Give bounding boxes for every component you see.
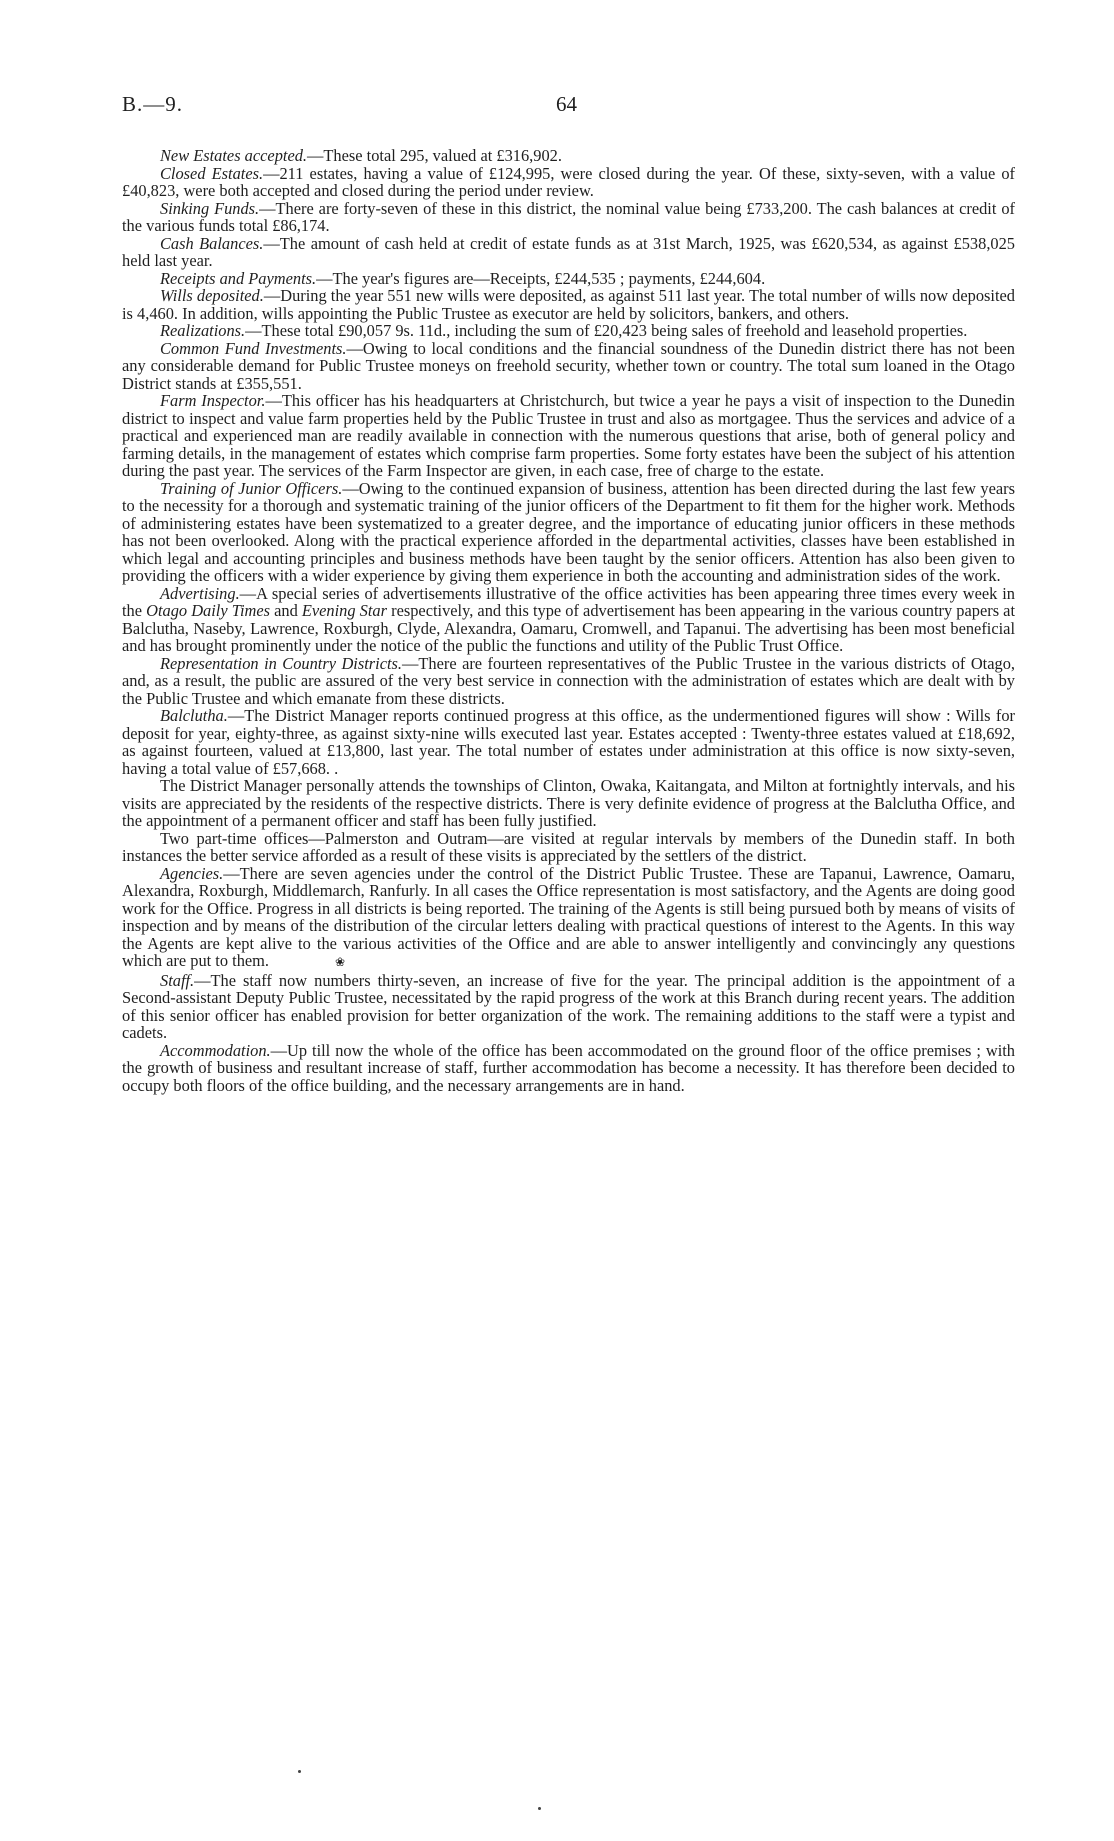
report-body: [122, 147, 1015, 1094]
page-number: 64: [556, 92, 577, 116]
para-accommodation: [122, 1042, 1015, 1095]
para-farm-inspector: [122, 392, 1015, 480]
text-representation: —There are fourteen representatives of the Public Trustee in the various districts of Otago, and, as a result, the public are assured of the very best service in connection with the administration of estates which are dealt with by the Public Trustee and which emanate from these districts.: [122, 653, 1015, 708]
page-header: [122, 92, 1012, 122]
text-balclutha: —The District Manager reports continued progress at this office, as the undermentioned figures will show : Wills for deposit for year, eighty-three, as against sixty-nine wills executed last year. Estates accepted : Twenty-three estates valued at £18,692, as against fourteen, valued at £13,800, last year. The total number of estates under administration at this office is now sixty-seven, having a total value of £57,668. .: [122, 706, 1015, 778]
heading-representation: Representation in Country Districts.: [160, 653, 403, 673]
report-reference: B.—9.: [122, 92, 184, 116]
para-common-fund: [122, 340, 1015, 393]
para-training: [122, 480, 1015, 585]
text-wills-deposited: —During the year 551 new wills were deposited, as against 511 last year. The total number of wills now deposited is 4,460. In addition, wills appointing the Public Trustee as executor are held by solicitors, bankers, and others.: [122, 286, 1015, 323]
heading-cash-balances: Cash Balances.: [160, 233, 264, 253]
newspaper-title: Evening Star: [301, 601, 388, 620]
text-common-fund: —Owing to local conditions and the financial soundness of the Dunedin district there has not been any considerable demand for Public Trustee moneys on freehold security, whether town or country. The total sum loaned in the Otago District stands at £355,551.: [122, 338, 1015, 393]
text-training: —Owing to the continued expansion of business, attention has been directed during the last few years to the necessity for a thorough and systematic training of the junior officers of the Department to fit them for the higher work. Methods of administering estates have been systematized to a greater degree, and the importance of educating junior officers in these methods has not been overlooked. Along with the practical experience afforded in the departmental activities, classes have been established in which legal and accounting principles and business methods have been taught by the senior officers. Attention has also been given to providing the officers with a wider experience by giving them experience in both the accounting and administration sides of the work.: [122, 478, 1016, 585]
heading-common-fund: Common Fund Investments.: [160, 338, 347, 358]
para-balclutha: [122, 707, 1015, 777]
text-realizations: —These total £90,057 9s. 11d., including the sum of £20,423 being sales of freehold and leasehold properties.: [245, 321, 968, 340]
para-agencies: [122, 865, 1015, 972]
text-closed-estates: —211 estates, having a value of £124,995, were closed during the year. Of these, sixty-seven, with a value of £40,823, were both accepted and closed during the period under review.: [122, 163, 1015, 200]
para-wills-deposited: [122, 287, 1015, 322]
para-part-time-offices: [122, 830, 1015, 865]
heading-training: Training of Junior Officers.: [160, 478, 343, 498]
text-farm-inspector: —This officer has his headquarters at Christchurch, but twice a year he pays a visit of inspection to the Dunedin district to inspect and value farm properties held by the Public Trustee in trust and also as mortgagee. Thus the services and advice of a practical and experienced man are readily available in connection with the numerous questions that arise, both of general policy and farming details, in the management of estates which comprise farm properties. Some forty estates have been the subject of his attention during the past year. The services of the Farm Inspector are given, in each case, free of charge to the estate.: [122, 391, 1015, 480]
text-staff: —The staff now numbers thirty-seven, an increase of five for the year. The principal addition is the appointment of a Second-assistant Deputy Public Trustee, necessitated by the rapid progress of the work at this Branch during recent years. The addition of this senior officer has enabled provision for better organization of the work. The remaining additions to the staff were a typist and cadets.: [122, 970, 1015, 1042]
heading-agencies: Agencies.: [160, 863, 224, 883]
para-staff: [122, 972, 1015, 1042]
newspaper-title: Otago Daily Times: [146, 601, 270, 620]
para-receipts-payments: [122, 270, 1015, 288]
heading-accommodation: Accommodation.: [160, 1040, 271, 1060]
heading-advertising: Advertising.: [160, 583, 240, 603]
heading-receipts-payments: Receipts and Payments.: [160, 268, 317, 288]
text-advertising-2: and: [270, 601, 302, 620]
para-closed-estates: [122, 165, 1015, 200]
text-accommodation: —Up till now the whole of the office has been accommodated on the ground floor of the office premises ; with the growth of business and resultant increase of staff, further accommodation has become a necessity. It has therefore been decided to occupy both floors of the office building, and the necessary arrangements are in hand.: [122, 1040, 1015, 1095]
heading-farm-inspector: Farm Inspector.: [160, 391, 266, 410]
text-district-manager: The District Manager personally attends the townships of Clinton, Owaka, Kaitangata, and Milton at fortnightly intervals, and his visits are appreciated by the residents of the respective districts. There is very definite evidence of progress at the Balclutha Office, and the appointment of a permanent officer and staff has been fully justified.: [122, 776, 1015, 830]
text-new-estates: —These total 295, valued at £316,902.: [307, 146, 562, 165]
stray-mark-dot: [298, 1770, 301, 1773]
stray-mark-dot: [538, 1807, 541, 1810]
para-new-estates: [122, 147, 1015, 165]
text-receipts-payments: —The year's figures are—Receipts, £244,535 ; payments, £244,604.: [316, 268, 766, 288]
para-advertising: [122, 585, 1015, 655]
text-advertising-1: —A special series of advertisements illustrative of the office activities has been appearing three times every week in the: [122, 583, 1015, 620]
para-cash-balances: [122, 235, 1015, 270]
text-advertising-3: respectively, and this type of advertisement has been appearing in the various country papers at Balclutha, Naseby, Lawrence, Roxburgh, Clyde, Alexandra, Oamaru, Cromwell, and Tapanui. The advertising has been most beneficial and has brought prominently under the notice of the public the functions and utility of the Public Trust Office.: [122, 601, 1016, 655]
heading-realizations: Realizations.: [160, 321, 246, 340]
para-representation: [122, 655, 1015, 708]
heading-closed-estates: Closed Estates.: [160, 163, 264, 183]
heading-balclutha: Balclutha.: [160, 706, 228, 725]
para-district-manager: [122, 777, 1015, 830]
text-agencies: —There are seven agencies under the control of the District Public Trustee. These are Tapanui, Lawrence, Oamaru, Alexandra, Roxburgh, Middlemarch, Ranfurly. In all cases the Office representation is most satisfactory, and the Agents are doing good work for the Office. Progress in all districts is being reported. The training of the Agents is still being pursued both by means of visits of inspection and by means of the distribution of the circular letters dealing with practical questions of interest to the Agents. In this way the Agents are kept alive to the various activities of the Office and are able to answer intelligently and convincingly any questions which are put to them.: [122, 863, 1015, 970]
heading-sinking-funds: Sinking Funds.: [160, 198, 260, 218]
heading-staff: Staff.: [160, 970, 195, 990]
heading-new-estates: New Estates accepted.: [160, 146, 308, 165]
heading-wills-deposited: Wills deposited.: [160, 286, 264, 305]
text-part-time-offices: Two part-time offices—Palmerston and Outram—are visited at regular intervals by members of the Dunedin staff. In both instances the better service afforded as a result of these visits is appreciated by the settlers of the district.: [122, 828, 1015, 865]
text-cash-balances: —The amount of cash held at credit of estate funds as at 31st March, 1925, was £620,534, as against £538,025 held last year.: [122, 233, 1015, 270]
para-realizations: [122, 322, 1015, 340]
printers-mark-icon: ❀: [335, 955, 346, 969]
text-sinking-funds: —There are forty-seven of these in this district, the nominal value being £733,200. The cash balances at credit of the various funds total £86,174.: [122, 198, 1015, 235]
para-sinking-funds: [122, 200, 1015, 235]
